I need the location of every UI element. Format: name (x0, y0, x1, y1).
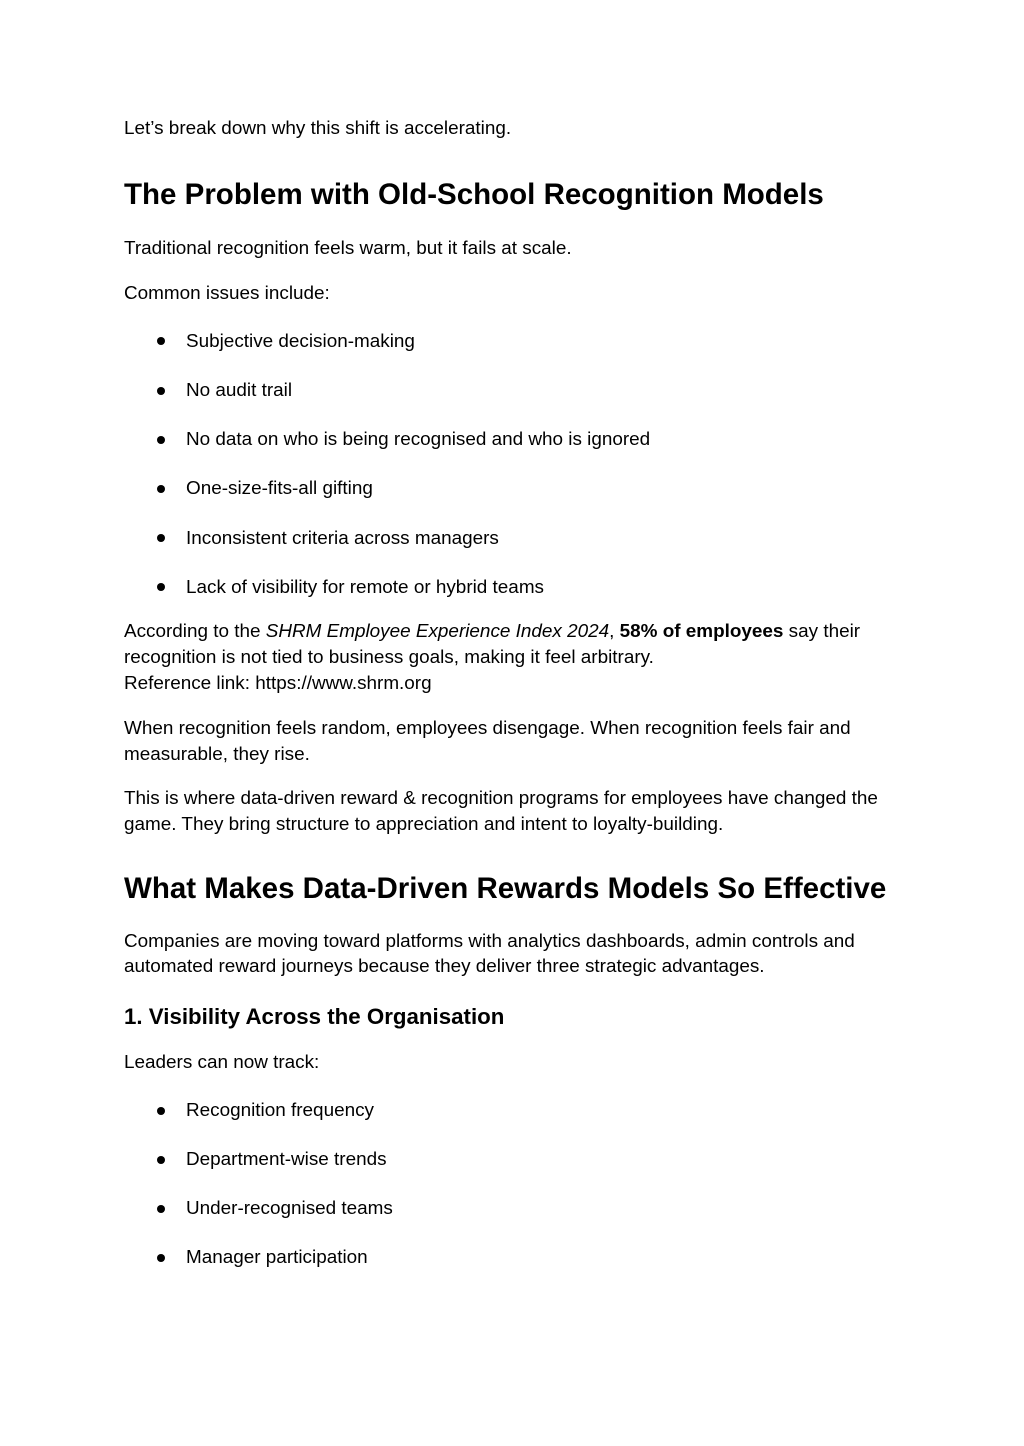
bullet-icon (157, 1107, 165, 1115)
list-item-text: Recognition frequency (186, 1100, 374, 1122)
heading-effective: What Makes Data-Driven Rewards Models So Effective (124, 872, 887, 906)
issues-list (124, 329, 900, 600)
paragraph-shrm (124, 619, 900, 696)
list-item (124, 1098, 900, 1124)
list-item (124, 1196, 900, 1222)
shrm-stat-bold: 58% of employees (619, 621, 784, 643)
list-item (124, 1245, 900, 1271)
paragraph-track-label: Leaders can now track: (124, 1052, 320, 1074)
bullet-icon (157, 583, 165, 591)
bullet-icon (157, 387, 165, 395)
bullet-icon (157, 1254, 165, 1262)
list-item (124, 575, 900, 601)
list-item-text: Inconsistent criteria across managers (186, 527, 499, 549)
subheading-visibility: 1. Visibility Across the Organisation (124, 1003, 505, 1029)
track-list (124, 1098, 900, 1271)
shrm-intro-text: According to the (124, 621, 266, 643)
bullet-icon (157, 485, 165, 493)
intro-paragraph: Let’s break down why this shift is accelerating. (124, 117, 512, 139)
list-item-text: Department-wise trends (186, 1149, 387, 1171)
list-item-text: One-size-fits-all gifting (186, 478, 373, 500)
bullet-icon (157, 337, 165, 345)
list-item-text: Subjective decision-making (186, 331, 415, 353)
list-item-text: Lack of visibility for remote or hybrid teams (186, 576, 544, 598)
paragraph-game: This is where data-driven reward & recognition programs for employees have changed the game. They bring structure to appreciation and intent to loyalty-building. (124, 788, 878, 836)
reference-link-text: Reference link: https://www.shrm.org (124, 673, 432, 695)
bullet-icon (157, 1205, 165, 1213)
heading-problem: The Problem with Old-School Recognition Models (124, 177, 824, 211)
bullet-icon (157, 436, 165, 444)
list-item (124, 329, 900, 355)
list-item-text: No audit trail (186, 380, 293, 402)
bullet-icon (157, 534, 165, 542)
paragraph-companies: Companies are moving toward platforms with analytics dashboards, admin controls and automated reward journeys because they deliver three strategic advantages. (124, 930, 855, 978)
shrm-comma: , (609, 621, 620, 643)
list-item-text: Under-recognised teams (186, 1198, 393, 1220)
list-item (124, 526, 900, 552)
list-item (124, 1147, 900, 1173)
bullet-icon (157, 1156, 165, 1164)
paragraph-issues-label: Common issues include: (124, 283, 330, 305)
paragraph-random: When recognition feels random, employees disengage. When recognition feels fair and measurable, they rise. (124, 717, 851, 765)
list-item (124, 427, 900, 453)
shrm-rest-text: say their recognition is not tied to business goals, making it feel arbitrary. (124, 621, 861, 669)
list-item-text: Manager participation (186, 1247, 368, 1269)
list-item (124, 476, 900, 502)
paragraph-scale: Traditional recognition feels warm, but it fails at scale. (124, 238, 572, 260)
shrm-source-italic: SHRM Employee Experience Index 2024 (265, 621, 610, 643)
list-item-text: No data on who is being recognised and who is ignored (186, 429, 651, 451)
list-item (124, 378, 900, 404)
